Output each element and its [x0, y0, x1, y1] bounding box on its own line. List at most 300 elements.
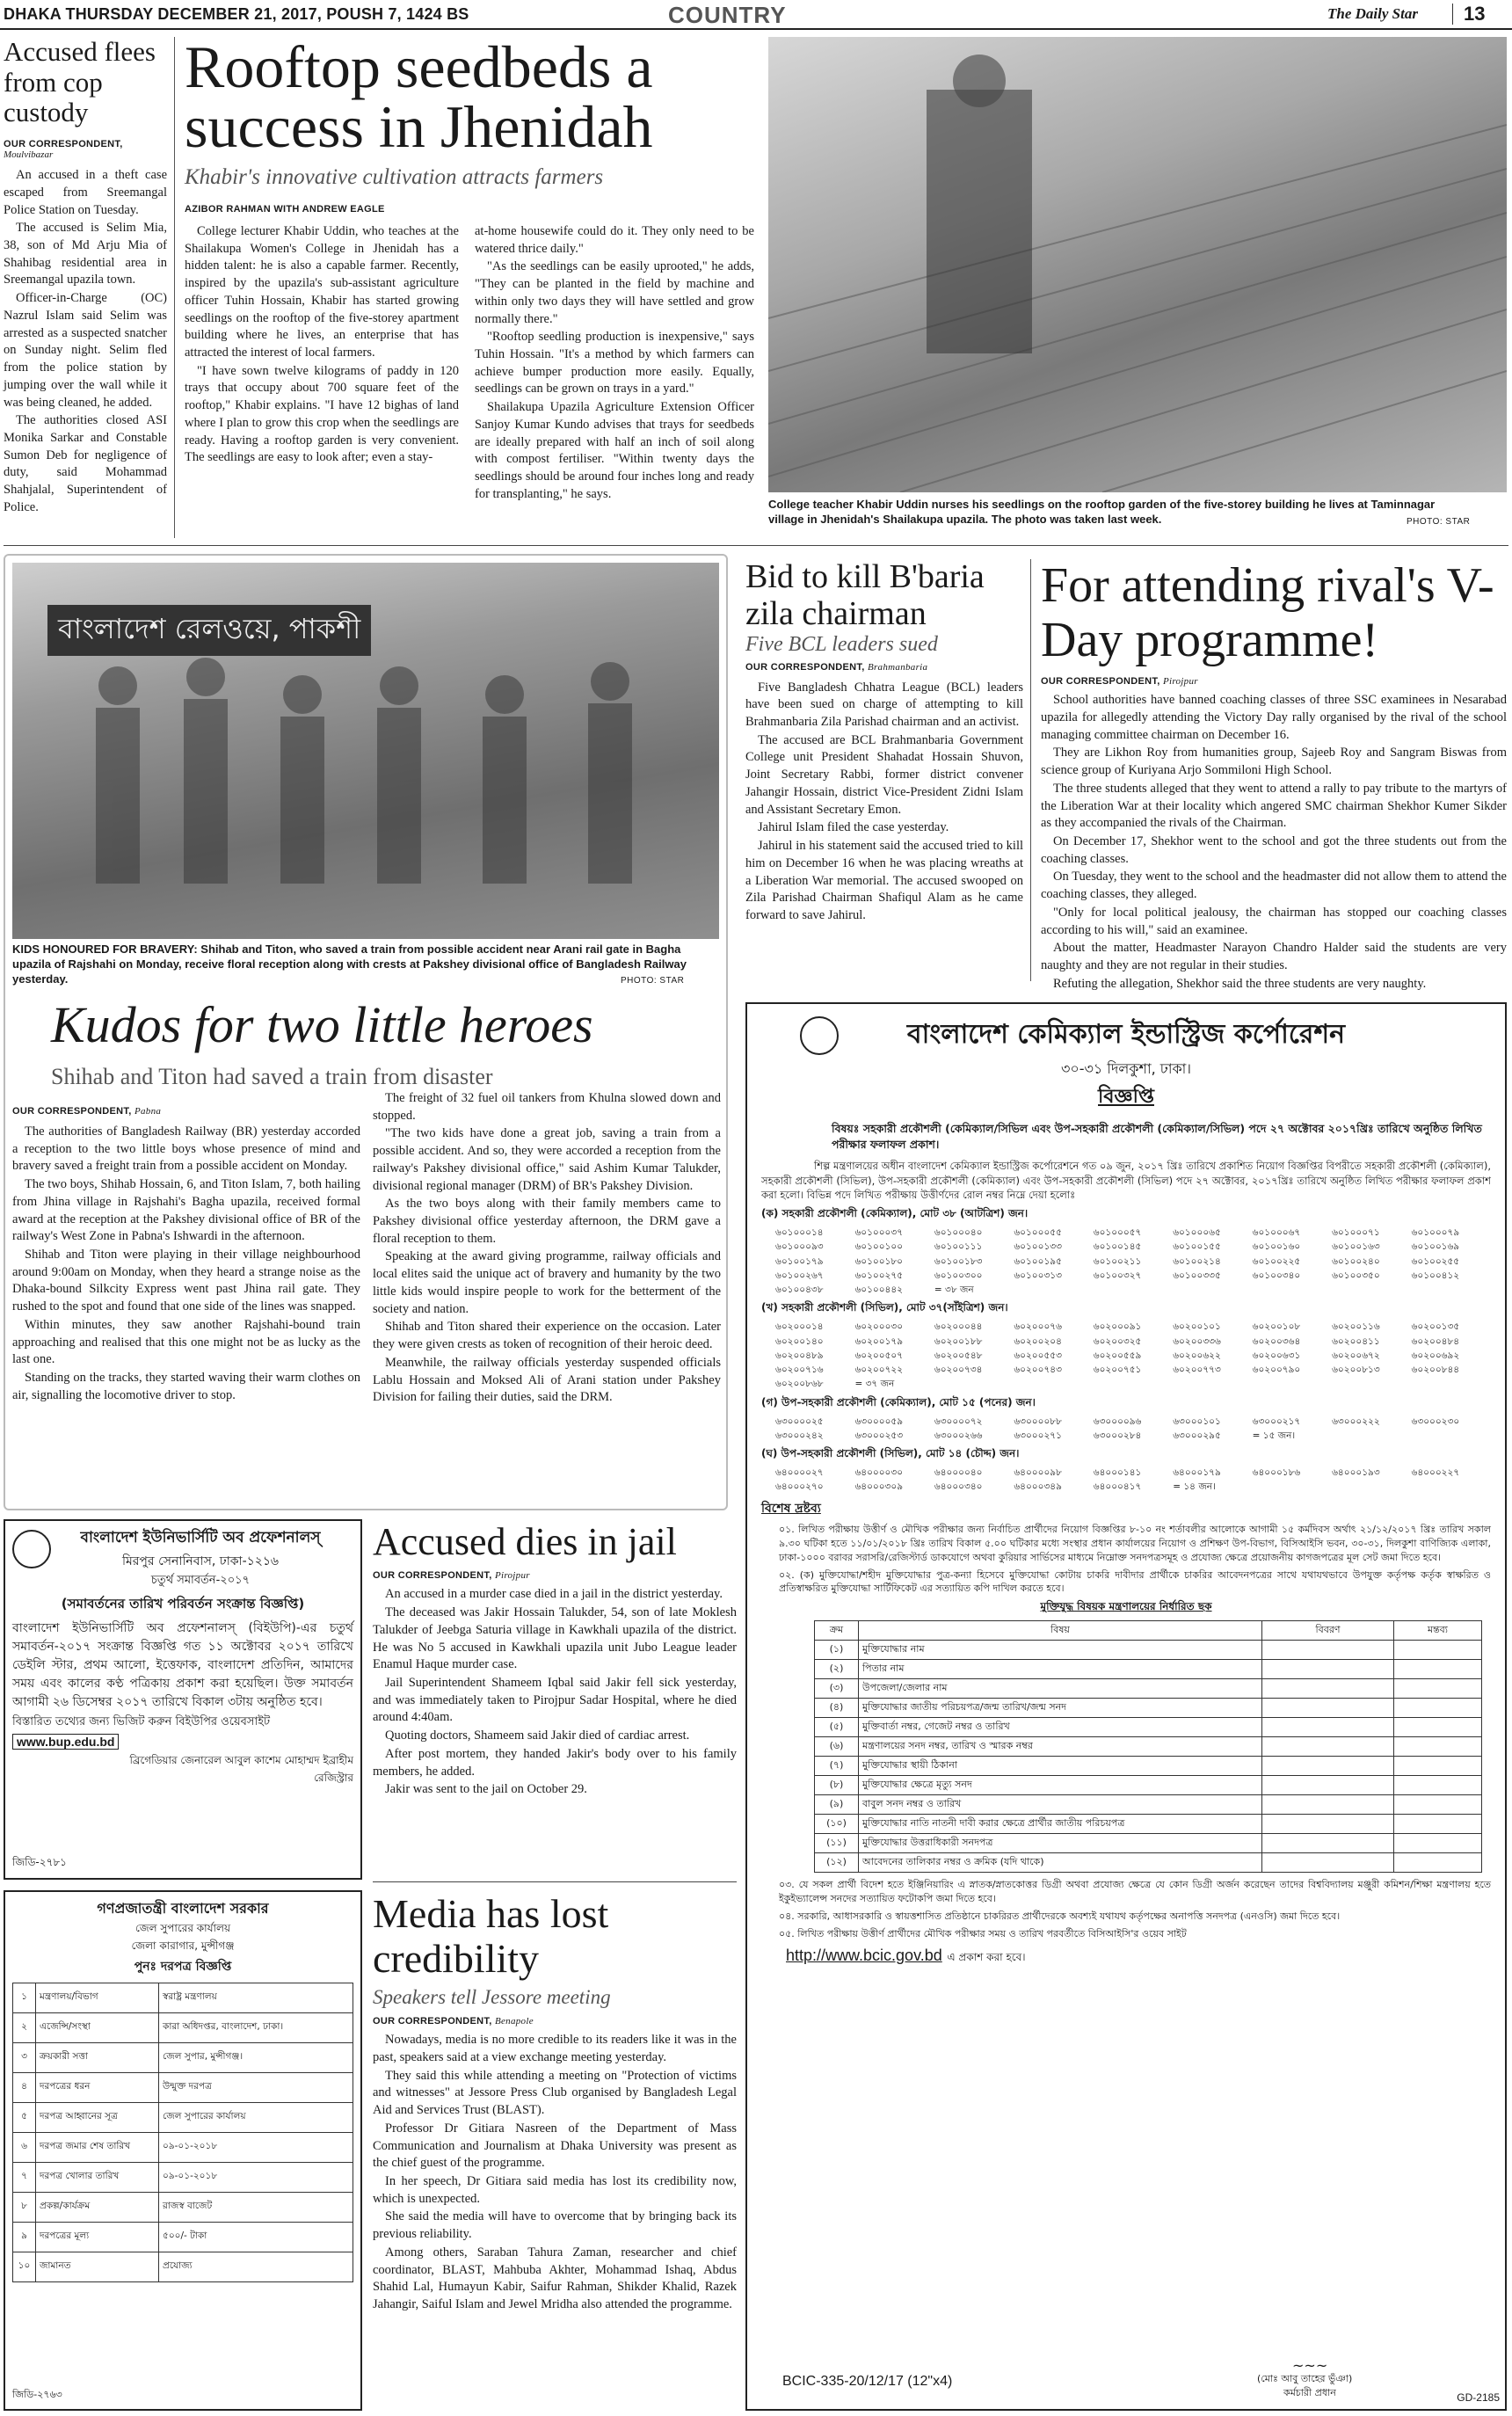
rooftop-photo: [768, 37, 1507, 492]
table-cell[interactable]: [1394, 1641, 1482, 1660]
table-cell: উপজেলা/জেলার নাম: [859, 1679, 1262, 1699]
table-row: [13, 2163, 353, 2193]
roll-number: ৬৪০০০৩৪০: [934, 1481, 983, 1493]
roll-number: ৬০২০০১৮৮: [934, 1335, 983, 1347]
ad-visit: বিস্তারিত তথ্যের জন্য ভিজিট করুন বিইউপির ওয়েবসাইট: [12, 1715, 271, 1728]
ad-bcic: [745, 1002, 1507, 2411]
table-cell: (২): [815, 1660, 859, 1679]
roll-number: ৬০১০০৩৫০: [1332, 1270, 1380, 1281]
subhead: Speakers tell Jessore meeting: [373, 1986, 611, 2009]
ad-bup: [4, 1519, 362, 1880]
roll-number: ৬০২০০৪৮৯: [775, 1350, 824, 1361]
table-cell: মুক্তিযোদ্ধার উত্তরাধিকারী সনদপত্র: [859, 1834, 1262, 1853]
paragraph: Nowadays, media is no more credible to its readers like it was in the past, speakers said at a view exchange meeting yesterday.: [373, 2033, 737, 2064]
roll-number: ৬০১০০৩১৩: [1014, 1270, 1062, 1281]
paragraph: School authorities have banned coaching classes of three SSC examinees in Nesarabad upazila for allegedly attending the Victory Day rally organised by the rival of the school managing committee chairman on December 16.: [1041, 693, 1507, 742]
roll-number: ৬০১০০১৬৩: [1332, 1241, 1380, 1253]
ad-title: গণপ্রজাতন্ত্রী বাংলাদেশ সরকার: [97, 1900, 269, 1917]
table-cell: এজেন্সি/সংস্থা: [36, 2013, 159, 2043]
roll-total: = ১৪ জন।: [1173, 1481, 1216, 1493]
table-cell[interactable]: [1394, 1660, 1482, 1679]
story-body: [373, 2032, 737, 2314]
ad-intro: শিল্প মন্ত্রণালয়ের অধীন বাংলাদেশ কেমিক্যাল ইন্ডাস্ট্রিজ কর্পোরেশনে গত ০৯ জুন, ২০১৭ খ্রিঃ তারিখে প্রকাশিত নিয়োগ বিজ্ঞপ্তির বিপরীতে সহকারী প্রকৌশলী (কেমিক্যাল), সহকারী প্রকৌশলী (সিভিল), উপ-সহকারী প্রকৌশলী (কেমিক্যাল) এবং উপ-সহকারী প্রকৌশলী (সিভিল) পদে ২৭ অক্টোবর, ২০১৭খ্রিঃ তারিখে অনুষ্ঠিত লিখিত পরীক্ষার ফলাফল প্রকাশ করা হলো। বিভিন্ন পদে লিখিত পরীক্ষায় উত্তীর্ণদের রোল নম্বর নিম্নে দেয়া হলোঃ: [761, 1160, 1491, 1202]
dateline: DHAKA THURSDAY DECEMBER 21, 2017, POUSH 7, 1424 BS: [4, 5, 469, 23]
roll-group-title: (গ) উপ-সহকারী প্রকৌশলী (কেমিক্যাল), মোট ১৫ (পনের) জন।: [761, 1395, 1036, 1408]
table-cell: (৪): [815, 1699, 859, 1718]
byline: AZIBOR RAHMAN WITH ANDREW EAGLE: [185, 204, 385, 215]
roll-number: ৬০২০০৪৮৪: [1411, 1335, 1460, 1347]
table-cell: দরপত্রের মূল্য: [36, 2223, 159, 2252]
roll-number: ৬০১০০০৬৭: [1252, 1227, 1301, 1239]
heroes-photo-caption: [12, 942, 716, 987]
paragraph: The two boys, Shihab Hossain, 6, and Titon Islam, 7, both hailing from Jhina village in Rajshahi's Bagha upazila, received formal award at the reception at the Pakshey divisional office of BR of the railway's West Zone in Pabna's Ishwardi in the afternoon.: [12, 1177, 360, 1244]
table-row: [13, 2252, 353, 2282]
table-row: [815, 1699, 1482, 1718]
roll-number: ৬০২০০৫৫৩: [1014, 1350, 1062, 1361]
roll-number: ৬০২০০১৭৯: [854, 1335, 904, 1347]
roll-number: ৬৪০০০০২৭: [775, 1467, 824, 1479]
roll-number: ৬০১০০৪৪২: [854, 1284, 904, 1296]
paragraph: Officer-in-Charge (OC) Nazrul Islam said Selim was arrested as a suspected snatcher on Sunday night. Selim fled from the police station by jumping over the wall while it was being cleaned, he added.: [4, 291, 167, 410]
table-cell[interactable]: [1262, 1815, 1394, 1834]
paragraph: On Tuesday, they went to the school and the headmaster did not allow them to attend the coaching classes, they alleged.: [1041, 870, 1507, 902]
ad-title: বাংলাদেশ ইউনিভার্সিটি অব প্রফেশনালস্: [80, 1529, 321, 1546]
roll-number: ৬৩০০০২৯৫: [1173, 1430, 1221, 1441]
table-cell: ৭: [13, 2163, 36, 2193]
table-row: [13, 2223, 353, 2252]
seedling-trays-illustration: [768, 37, 1507, 492]
col-head: মন্তব্য: [1394, 1621, 1482, 1641]
table-row: [815, 1718, 1482, 1737]
roll-number: ৬৪০০০১৭৯: [1173, 1467, 1221, 1479]
subhead: Five BCL leaders sued: [745, 632, 938, 656]
table-cell: ০৯-০১-২০১৮: [159, 2133, 353, 2163]
rooftop-photo-caption: College teacher Khabir Uddin nurses his seedlings on the rooftop garden of the five-storey building he lives at Taminnagar village in Jhenidah's Shailakupa upazila. The photo was taken last week.: [768, 498, 1436, 526]
roll-number: ৬০১০০২৫৫: [1411, 1255, 1460, 1267]
table-header: [815, 1621, 1482, 1641]
table-row: [815, 1660, 1482, 1679]
roll-number: ৬৩০০০০৫৯: [854, 1415, 904, 1427]
roll-number: ৬০১০০১৪৫: [1093, 1241, 1142, 1253]
roll-number: ৬০১০০১৩৩: [1014, 1241, 1062, 1253]
roll-number: ৬৪০০০০৪০: [934, 1467, 983, 1479]
table-row: [13, 2133, 353, 2163]
table-cell[interactable]: [1262, 1757, 1394, 1776]
table-cell[interactable]: [1394, 1679, 1482, 1699]
roll-number: ৬০২০০৮৪৪: [1411, 1364, 1460, 1376]
roll-number: ৬০২০০৬৭২: [1332, 1350, 1380, 1361]
heroes-photo: [12, 563, 719, 939]
table-cell: মুক্তিযোদ্ধার নাম: [859, 1641, 1262, 1660]
table-cell: (৯): [815, 1795, 859, 1815]
table-cell[interactable]: [1262, 1641, 1394, 1660]
story-rooftop: [185, 33, 756, 501]
roll-number: ৬৩০০০২২২: [1332, 1415, 1380, 1427]
roll-number: ৬০২০০৭৩৪: [934, 1364, 983, 1376]
roll-number: ৬৩০০০১০১: [1173, 1415, 1221, 1427]
roll-number: ৬০১০০০৫৫: [1014, 1227, 1062, 1239]
table-cell: আবেদনের তালিকার নম্বর ও ক্রমিক (যদি থাকে): [859, 1853, 1262, 1873]
roll-number: ৬০২০০০৪৪: [934, 1321, 983, 1333]
table-row: [13, 2043, 353, 2073]
roll-number: ৬৪০০০০৯৮: [1014, 1467, 1062, 1479]
roll-number: ৬৩০০০২৫৩: [854, 1430, 904, 1441]
note: ০২. (ক) মুক্তিযোদ্ধা/শহীদ মুক্তিযোদ্ধার পুত্র-কন্যা হিসেবে মুক্তিযোদ্ধা কোটায় চাকরি দাবীদার প্রার্থীকে চাকরির আবেদনপত্রের সাথে যথাযথভাবে উপযুক্ত কর্তৃপক্ষ কর্তৃক স্বাক্ষরিত ও প্রতিস্বাক্ষরিত মুক্তিযোদ্ধা সার্টিফিকেট এর সত্যায়িত কপি দাখিল করতে হবে।: [779, 1568, 1491, 1595]
table-cell: (৫): [815, 1718, 859, 1737]
note: ০৩. যে সকল প্রার্থী বিদেশ হতে ইঞ্জিনিয়ারিং এ স্নাতক/স্নাতকোত্তর ডিগ্রী অথবা প্রযোজ্য ক্ষেত্রে যে কোন ডিগ্রী অর্জন করেছেন তাদের বিশ্ববিদ্যালয় মঞ্জুরী কমিশন/শিক্ষা মন্ত্রণালয় হতে ইকুইভ্যালেন্স সনদের সত্যায়িত ফটোকপি জমা দিতে হবে।: [779, 1879, 1491, 1905]
roll-number: ৬০১০০১১১: [934, 1241, 983, 1253]
byline: OUR CORRESPONDENT, Pirojpur: [1041, 676, 1198, 688]
table-cell: মুক্তিযোদ্ধার ক্ষেত্রে মৃত্যু সনদ: [859, 1776, 1262, 1795]
ad-ref: জিডি-২৭৮১: [12, 1856, 67, 1868]
story-body: [745, 680, 1023, 925]
story-vday: [1041, 559, 1507, 993]
table-cell[interactable]: [1262, 1699, 1394, 1718]
roll-number: ৬৩০০০০৯৬: [1093, 1415, 1142, 1427]
byline: OUR CORRESPONDENT, Pabna: [12, 1106, 162, 1117]
roll-number: ৬০২০০৩৩৬: [1173, 1335, 1221, 1347]
roll-number: ৬৩০০০২৩০: [1411, 1415, 1460, 1427]
ad-body: বাংলাদেশ ইউনিভার্সিটি অব প্রফেশনালস্ (বিইউপি)-এর চতুর্থ সমাবর্তন-২০১৭ সংক্রান্ত বিজ্ঞপ্তি গত ১১ অক্টোবর ২০১৭ তারিখে ডেইলি স্টার, প্রথম আলো, ইত্তেফাক, বাংলাদেশ প্রতিদিন, আমাদের সময় এবং কালের কণ্ঠ পত্রিকায় প্রকাশ করা হয়েছিল। উক্ত সমাবর্তন আগামী ২৬ ডিসেম্বর ২০১৭ তারিখে বিকাল ৩টায় অনুষ্ঠিত হবে।: [12, 1621, 353, 1709]
story-divider: [373, 1881, 737, 1882]
roll-group-title: (খ) সহকারী প্রকৌশলী (সিভিল), মোট ৩৭(সাঁইত্রিশ) জন।: [761, 1301, 1008, 1314]
roll-number: ৬০১০০২১১: [1093, 1255, 1142, 1267]
roll-number: ৬৩০০০০৭২: [934, 1415, 983, 1427]
paragraph: The three students alleged that they went to attend a rally to pay tribute to the martyrs of the Liberation War at their locality which angered SMC chairman Shekhor Kumer Sikder as they accompanied the rivals of the Chairman.: [1041, 781, 1507, 831]
roll-number: ৬০১০০০৯৩: [775, 1241, 824, 1253]
table-cell: ৫০০/- টাকা: [159, 2223, 353, 2252]
signer: (মোঃ আবু তাহের ভুঁঞা): [1257, 2373, 1353, 2384]
table-cell[interactable]: [1394, 1737, 1482, 1757]
headline: Rooftop seedbeds a success in Jhenidah: [185, 33, 653, 160]
table-cell[interactable]: [1262, 1834, 1394, 1853]
story-col-2: [373, 1090, 721, 1408]
table-cell: ৯: [13, 2223, 36, 2252]
table-cell[interactable]: [1262, 1776, 1394, 1795]
roll-number: ৬০১০০৩৩৫: [1173, 1270, 1221, 1281]
roll-number: ৬০১০০৩৪০: [1252, 1270, 1301, 1281]
ad-notice-title: (সমাবর্তনের তারিখ পরিবর্তন সংক্রান্ত বিজ্ঞপ্তি): [61, 1596, 305, 1612]
paragraph: The freight of 32 fuel oil tankers from Khulna slowed down and stopped.: [373, 1091, 721, 1123]
table-cell: (৩): [815, 1679, 859, 1699]
paragraph: Within minutes, they saw another Rajshahi-bound train approaching and realised that this one might not be as lucky as the last one.: [12, 1317, 360, 1367]
roll-total: = ১৫ জন।: [1252, 1430, 1296, 1441]
ad-address: ৩০-৩১ দিলকুশা, ঢাকা।: [1060, 1060, 1192, 1077]
roll-number: ৬০১০০১৮০: [854, 1255, 904, 1267]
paragraph: Professor Dr Gitiara Nasreen of the Department of Mass Communication and Journalism at Dhaka University was present as the chief guest of the programme.: [373, 2121, 737, 2171]
col-head: বিষয়: [859, 1621, 1262, 1641]
paragraph: After post mortem, they handed Jakir's body over to his family members, he added.: [373, 1746, 737, 1779]
table-cell: (৭): [815, 1757, 859, 1776]
table-cell: জামানত: [36, 2252, 159, 2282]
roll-number: ৬০১০০১৭৯: [775, 1255, 824, 1267]
story-col-1: [12, 1124, 360, 1406]
byline-location: Moulvibazar: [4, 149, 54, 161]
roll-number: ৬০২০০০৭৬: [1014, 1321, 1062, 1333]
paragraph: Jail Superintendent Shameem Iqbal said Jakir fell sick yesterday, and was immediately taken to Pirojpur Sadar Hospital, where he died around 4:40am.: [373, 1675, 737, 1725]
masthead: The Daily Star: [1327, 5, 1418, 22]
roll-number: ৬০২০০৮১৩: [1332, 1364, 1380, 1376]
paragraph: Jahirul Islam filed the case yesterday.: [758, 820, 949, 835]
paragraph: As the two boys along with their family members came to Pakshey divisional office yesterday afternoon, the DRM gave a floral reception to them.: [373, 1197, 721, 1246]
roll-number: ৬৩০০০২৭১: [1014, 1430, 1062, 1441]
paragraph: Speaking at the award giving programme, railway officials and local elites said the unique act of bravery and humanity by the two little kids would inspire people to work for the betterment of the society and nation.: [373, 1249, 721, 1316]
table-row: [815, 1795, 1482, 1815]
roll-number: ৬০২০০৫৪৮: [934, 1350, 983, 1361]
ad-url[interactable]: www.bup.edu.bd: [12, 1734, 119, 1750]
note: ০১. লিখিত পরীক্ষায় উত্তীর্ণ ও মৌখিক পরীক্ষার জন্য নির্বাচিত প্রার্থীদের নিয়োগ বিজ্ঞপ্তির ৮-১০ নং শর্তাবলীর আলোকে আগামী ১৫ কর্মদিবস অর্থাৎ ২১/১২/২০১৭ খ্রিঃ তারিখ সকাল ৯.৩০ ঘটিকা হতে ১১/০১/২০১৮ খ্রিঃ তারিখ বিকাল ৫.০০ ঘটিকার মধ্যে সংস্থার প্রধান কার্যালয়ের নিয়োগ ও প্রশিক্ষণ উপ-বিভাগ, বিসিআইসি ভবন, ৩০-৩১, দিলকুশা বাণিজ্যিক এলাকা, ঢাকা-১০০০ বরাবর সরাসরি/রেজিস্টার্ড ডাকযোগে অথবা কুরিয়ার সার্ভিসের মাধ্যমে নিম্নোক্ত সনদপত্রসমূহ ও প্রযোজ্য ক্ষেত্রে প্রয়োজনীয় কাগজপত্রের মূল সেট জমা দিতে হবে।: [779, 1523, 1491, 1563]
freedom-fighter-table-wrap: [761, 1620, 1491, 1873]
table-cell[interactable]: [1394, 1795, 1482, 1815]
roll-number: ৬০১০০২৬৭: [775, 1270, 824, 1281]
story-heroes-box: [4, 554, 728, 1510]
caption-text: Shihab and Titon, who saved a train from possible accident near Arani rail gate in Bagha upazila of Rajshahi on Monday, receive floral reception along with crests at Pakshey divisional office of Bangladesh Railway yesterday.: [12, 942, 687, 986]
table-cell: ৩: [13, 2043, 36, 2073]
roll-number: ৬০২০০৬৯২: [1411, 1350, 1460, 1361]
table-cell[interactable]: [1262, 1737, 1394, 1757]
table-cell[interactable]: [1262, 1718, 1394, 1737]
ad-line: পুনঃ দরপত্র বিজ্ঞপ্তি: [134, 1960, 232, 1974]
roll-number: ৬৪০০০০৩০: [854, 1467, 904, 1479]
story-body: [373, 1586, 737, 1799]
roll-number: ৬০১০০১৯৫: [1014, 1255, 1062, 1267]
roll-number: ৬০২০০১৪০: [775, 1335, 824, 1347]
roll-number: ৬০১০০২৭৫: [854, 1270, 904, 1281]
roll-number: ৬০২০০৭৪৩: [1014, 1364, 1062, 1376]
table-row: [815, 1815, 1482, 1834]
table-cell[interactable]: [1394, 1757, 1482, 1776]
roll-number: ৬০২০০৫০৭: [854, 1350, 904, 1361]
table-cell[interactable]: [1394, 1776, 1482, 1795]
table-cell[interactable]: [1394, 1718, 1482, 1737]
col-head: বিবরণ: [1262, 1621, 1394, 1641]
roll-number: ৬০২০০৭১৬: [775, 1364, 824, 1376]
roll-number: ৬০২০০৭৫১: [1093, 1364, 1142, 1376]
story-col-2: [475, 223, 754, 505]
roll-number: ৬০১০০০৭৯: [1411, 1227, 1460, 1239]
table-cell[interactable]: [1262, 1853, 1394, 1873]
byline: OUR CORRESPONDENT,: [4, 139, 123, 150]
table-cell: (৮): [815, 1776, 859, 1795]
photo-credit: PHOTO: STAR: [621, 976, 685, 986]
photo-credit: PHOTO: STAR: [1407, 517, 1471, 527]
table-cell: মুক্তিযোদ্ধার জাতীয় পরিচয়পত্র/জন্ম তারিখ/জন্ম সনদ: [859, 1699, 1262, 1718]
roll-number: ৬০১০০০৩৭: [854, 1227, 904, 1239]
paragraph: In her speech, Dr Gitiara said media has lost its credibility now, which is unexpected.: [373, 2173, 737, 2206]
table-cell: মুক্তিবার্তা নম্বর, গেজেট নম্বর ও তারিখ: [859, 1718, 1262, 1737]
roll-number: ৬৪০০০১৯৩: [1332, 1467, 1380, 1479]
table-cell: মুক্তিযোদ্ধার স্থায়ী ঠিকানা: [859, 1757, 1262, 1776]
roll-number: ৬০১০০০৭১: [1332, 1227, 1380, 1239]
table-cell: প্রযোজ্য: [159, 2252, 353, 2282]
table-cell[interactable]: [1394, 1834, 1482, 1853]
paragraph: College lecturer Khabir Uddin, who teaches at the Shailakupa Women's College in Jhenidah has a hidden talent: he is also a capable farmer. Recently, inspired by the upazila's sub-assistant agriculture officer Tuhin Hossain, Khabir has started growing seedlings on the rooftop of the five-storey apartment building where he lives, an enterprise that has attracted the interest of local farmers.: [185, 224, 459, 360]
paragraph: On December 17, Shekhor went to the school and got the three students out from the coaching classes.: [1041, 833, 1507, 866]
roll-group: [761, 1206, 1491, 1297]
roll-grid: [761, 1415, 1491, 1444]
roll-number: ৬০২০০৮৬৮: [775, 1379, 824, 1390]
ad-ref: জিডি-২৭৬৩: [12, 2389, 62, 2400]
ad-govt-tender: [4, 1890, 362, 2411]
roll-group-title: (ক) সহকারী প্রকৌশলী (কেমিক্যাল), মোট ৩৮ (আটত্রিশ) জন।: [761, 1207, 1029, 1220]
roll-grid: [761, 1320, 1491, 1391]
table-row: [815, 1737, 1482, 1757]
roll-grid: [761, 1226, 1491, 1297]
table-cell[interactable]: [1262, 1795, 1394, 1815]
note: ০৫. লিখিত পরীক্ষায় উত্তীর্ণ প্রার্থীদের মৌখিক পরীক্ষার সময় ও তারিখ পরবর্তীতে বিসিআইসি'র ওয়েব সাইট: [779, 1928, 1187, 1940]
table-cell: (১১): [815, 1834, 859, 1853]
story-bcl: [745, 559, 1023, 926]
roll-number: ৬০২০০৬৩১: [1252, 1350, 1301, 1361]
paragraph: The accused is Selim Mia, 38, son of Md Arju Mia of Shahibag residential area in Sreemangal upazila town.: [4, 221, 167, 287]
bup-logo: [12, 1530, 51, 1568]
table-cell: কারা অধিদপ্তর, বাংলাদেশ, ঢাকা।: [159, 2013, 353, 2043]
roll-number: ৬৩০০০২৬৬: [934, 1430, 983, 1441]
paragraph: "Rooftop seedling production is inexpensive," says Tuhin Hossain. "It's a method by which farmers can achieve bumper production more easily. Equally, seedlings can be grown on trays in a yard.": [475, 330, 754, 397]
ad-url[interactable]: http://www.bcic.gov.bd এ প্রকাশ করা হবে।: [786, 1947, 1026, 1965]
paragraph: Standing on the tracks, they started waving their warm clothes on air, signalling the locomotive driver to stop.: [12, 1371, 360, 1402]
table-cell: (১০): [815, 1815, 859, 1834]
roll-number: ৬৩০০০০৮৮: [1014, 1415, 1062, 1427]
roll-number: ৬০২০০১০৮: [1252, 1321, 1301, 1333]
roll-number: ৬০২০০৩৬৪: [1252, 1335, 1301, 1347]
roll-number: ৬৩০০০২১৭: [1252, 1415, 1301, 1427]
ad-subtitle: চতুর্থ সমাবর্তন-২০১৭: [150, 1574, 251, 1587]
table-cell: রাজস্ব বাজেট: [159, 2193, 353, 2223]
table-cell[interactable]: [1394, 1853, 1482, 1873]
roll-number: ৬০২০০৭৯০: [1252, 1364, 1301, 1376]
section-rule: [4, 545, 1508, 546]
table-row: [815, 1853, 1482, 1873]
paragraph: Shailakupa Upazila Agriculture Extension Officer Sanjoy Kumar Kundo advises that trays for seedbeds are ideally prepared with half an inch of soil along with compost fertiliser. "Within twenty days the seedlings should be around four inches long and ready for transplanting," he says.: [475, 400, 754, 501]
table-cell: জেল সুপারের কার্যালয়: [159, 2103, 353, 2133]
roll-number: ৬০১০০৪১২: [1411, 1270, 1460, 1281]
paragraph: An accused in a murder case died in a jail in the district yesterday.: [385, 1587, 723, 1602]
roll-number: ৬৪০০০১৮৬: [1252, 1467, 1301, 1479]
tender-table: [12, 1983, 353, 2282]
roll-number: ৬০১০০৪৩৮: [775, 1284, 824, 1296]
headline: Media has lost credibility: [373, 1891, 609, 1981]
table-cell[interactable]: [1394, 1815, 1482, 1834]
table-title: মুক্তিযুদ্ধ বিষয়ক মন্ত্রণালয়ের নির্ধারিত ছক: [1040, 1600, 1212, 1613]
note: ০৪. সরকারি, আধাসরকারি ও স্বায়ত্তশাসিত প্রতিষ্ঠানে চাকরিরত প্রার্থীদেরকে অবশ্যই যথাযথ কর্তৃপক্ষের অনাপত্তি সনদপত্র (এনওসি) জমা দিতে হবে।: [779, 1910, 1341, 1923]
table-cell: (১২): [815, 1853, 859, 1873]
roll-number: ৬৪০০০১৪১: [1093, 1467, 1142, 1479]
paragraph: at-home housewife could do it. They only need to be watered thrice daily.": [475, 224, 754, 256]
roll-number: ৬৪০০০৩৪৯: [1014, 1481, 1062, 1493]
ad-subject: বিষয়ঃ সহকারী প্রকৌশলী (কেমিক্যাল/সিভিল এবং উপ-সহকারী প্রকৌশলী (কেমিক্যাল/সিভিল) পদে ২৭ অক্টোবর ২০১৭খ্রিঃ তারিখে অনুষ্ঠিত লিখিত পরীক্ষার ফলাফল প্রকাশ।: [832, 1122, 1482, 1151]
table-cell: মন্ত্রণালয়/বিভাগ: [36, 1983, 159, 2013]
paragraph: Shihab and Titon shared their experience on the occasion. Later they were given crests as token of recognition of their heroic deed.: [373, 1320, 721, 1352]
roll-number: ৬০২০০৪১১: [1332, 1335, 1380, 1347]
paragraph: They are Likhon Roy from humanities group, Sajeeb Roy and Sangram Biswas from science group of Kuriyana Arjo Sommiloni High School.: [1041, 746, 1507, 778]
table-row: [815, 1641, 1482, 1660]
roll-number: ৬৪০০০৪১৭: [1093, 1481, 1142, 1493]
table-cell: দরপত্রের ধরন: [36, 2073, 159, 2103]
table-cell[interactable]: [1262, 1679, 1394, 1699]
table-cell: ১০: [13, 2252, 36, 2282]
table-cell: (৬): [815, 1737, 859, 1757]
subhead: Khabir's innovative cultivation attracts farmers: [185, 165, 604, 189]
headline: Accused dies in jail: [373, 1520, 677, 1563]
table-cell: ১: [13, 1983, 36, 2013]
paragraph: About the matter, Headmaster Narayon Chandro Halder said the students are very naughty and they are not regular in their studies.: [1041, 941, 1507, 972]
section-label: COUNTRY: [668, 2, 787, 28]
ad-line: জেল সুপারের কার্যালয়: [134, 1922, 231, 1934]
paragraph: Shihab and Titon were playing in their village neighbourhood around 9:00am on Monday, when they heard a strange noise as the Dhaka-bound Silkcity Express went past Jhina rail gate. They rushed to the spot and found that one side of the lines was snapped.: [12, 1248, 360, 1314]
story-col-1: [185, 223, 459, 468]
paragraph: Five Bangladesh Chhatra League (BCL) leaders have been sued on charge of attempting to kill Brahmanbaria Zila Parishad chairman and an activist.: [745, 680, 1023, 730]
paragraph: The authorities closed ASI Monika Sarkar and Constable Sumon Deb for negligence of duty, said Mohammad Shahjalal, Superintendent of Police.: [4, 413, 167, 514]
table-cell: ২: [13, 2013, 36, 2043]
gd-number: GD-2185: [1457, 2391, 1500, 2404]
byline: OUR CORRESPONDENT, Benapole: [373, 2016, 534, 2027]
roll-number: ৬০২০০০৯১: [1093, 1321, 1142, 1333]
story-jail: [373, 1521, 737, 1800]
roll-number: ৬৪০০০৩০৯: [854, 1481, 904, 1493]
table-cell: ০৯-০১-২০১৮: [159, 2163, 353, 2193]
table-row: [815, 1757, 1482, 1776]
roll-number: ৬০১০০১৫৫: [1173, 1241, 1221, 1253]
roll-number: ৬০১০০১৮৩: [934, 1255, 983, 1267]
roll-number: ৬০২০০০১৪: [775, 1321, 824, 1333]
table-cell: ৪: [13, 2073, 36, 2103]
roll-number: ৬০২০০৫৫৯: [1093, 1350, 1142, 1361]
table-row: [815, 1834, 1482, 1853]
table-cell: মন্ত্রণালয়ের সনদ নম্বর, তারিখ ও স্মারক নম্বর: [859, 1737, 1262, 1757]
table-cell: বাবুল সনদ নম্বর ও তারিখ: [859, 1795, 1262, 1815]
table-cell: দরপত্র জমার শেষ তারিখ: [36, 2133, 159, 2163]
headline: Kudos for two little heroes: [51, 996, 593, 1053]
roll-number: ৬০১০০১৬৯: [1411, 1241, 1460, 1253]
roll-group-title: (ঘ) উপ-সহকারী প্রকৌশলী (সিভিল), মোট ১৪ (চৌদ্দ) জন।: [761, 1447, 1020, 1460]
designation: রেজিস্ট্রার: [314, 1772, 353, 1784]
crowd-illustration: [12, 563, 719, 939]
roll-number: ৬০১০০০৬৫: [1173, 1227, 1221, 1239]
paragraph: Jahirul in his statement said the accused tried to kill him on December 16 when he was placing wreaths at a Liberation War memorial. The accused swooped on Zila Parishad Chairman Shafiqul Alam as he came forward to save Jahirul.: [745, 839, 1023, 922]
roll-number: ৬০২০০২০৪: [1014, 1335, 1062, 1347]
special-title: বিশেষ দ্রষ্টব্য: [761, 1501, 821, 1516]
roll-number: ৬৩০০০২৮৪: [1093, 1430, 1142, 1441]
paragraph: Jakir was sent to the jail on October 29.: [385, 1782, 587, 1797]
signatory: ব্রিগেডিয়ার জেনারেল আবুল কাশেম মোহাম্মদ ইব্রাহীম: [129, 1754, 353, 1766]
table-cell[interactable]: [1262, 1660, 1394, 1679]
roll-number: ৬০২০০৭২২: [854, 1364, 904, 1376]
paragraph: "I have sown twelve kilograms of paddy in 120 trays that occupy about 700 square feet of the rooftop," Khabir explains. "I have 12 bighas of land where I plan to grow this crop when the seedlings are ready. Having a rooftop garden is very convenient. The seedlings are easy to look after; even a stay-: [185, 363, 459, 465]
page-divider: [1452, 4, 1453, 25]
column-rule: [1030, 559, 1031, 981]
roll-grid: [761, 1466, 1491, 1495]
table-cell: দরপত্র খোলার তারিখ: [36, 2163, 159, 2193]
ad-line: জেলা কারাগার, মুন্সীগঞ্জ: [131, 1939, 235, 1952]
paragraph: "Only for local political jealousy, the chairman has stopped our coaching classes according to his will," said an examinee.: [1041, 905, 1507, 937]
column-rule: [174, 37, 175, 538]
roll-number: ৬০১০০০১৪: [775, 1227, 824, 1239]
table-row: [13, 2103, 353, 2133]
table-cell: প্রকল্প/কার্যক্রম: [36, 2193, 159, 2223]
roll-number: ৬০১০০২২৫: [1252, 1255, 1301, 1267]
roll-number: ৬০২০০১০১: [1173, 1321, 1221, 1333]
bcic-logo: [800, 1016, 839, 1055]
paragraph: Quoting doctors, Shameem said Jakir died of cardiac arrest.: [385, 1728, 690, 1743]
table-cell[interactable]: [1394, 1699, 1482, 1718]
paragraph: An accused in a theft case escaped from Sreemangal Police Station on Tuesday.: [4, 168, 167, 217]
table-row: [13, 2073, 353, 2103]
paragraph: Meanwhile, the railway officials yesterday suspended officials Lablu Hossain and Moksed Ali of Arani station under Pakshey Division for failing their duties, said the DRM.: [373, 1355, 721, 1405]
table-row: [815, 1679, 1482, 1699]
freedom-fighter-table: [814, 1620, 1482, 1873]
page-number: 13: [1464, 3, 1486, 25]
